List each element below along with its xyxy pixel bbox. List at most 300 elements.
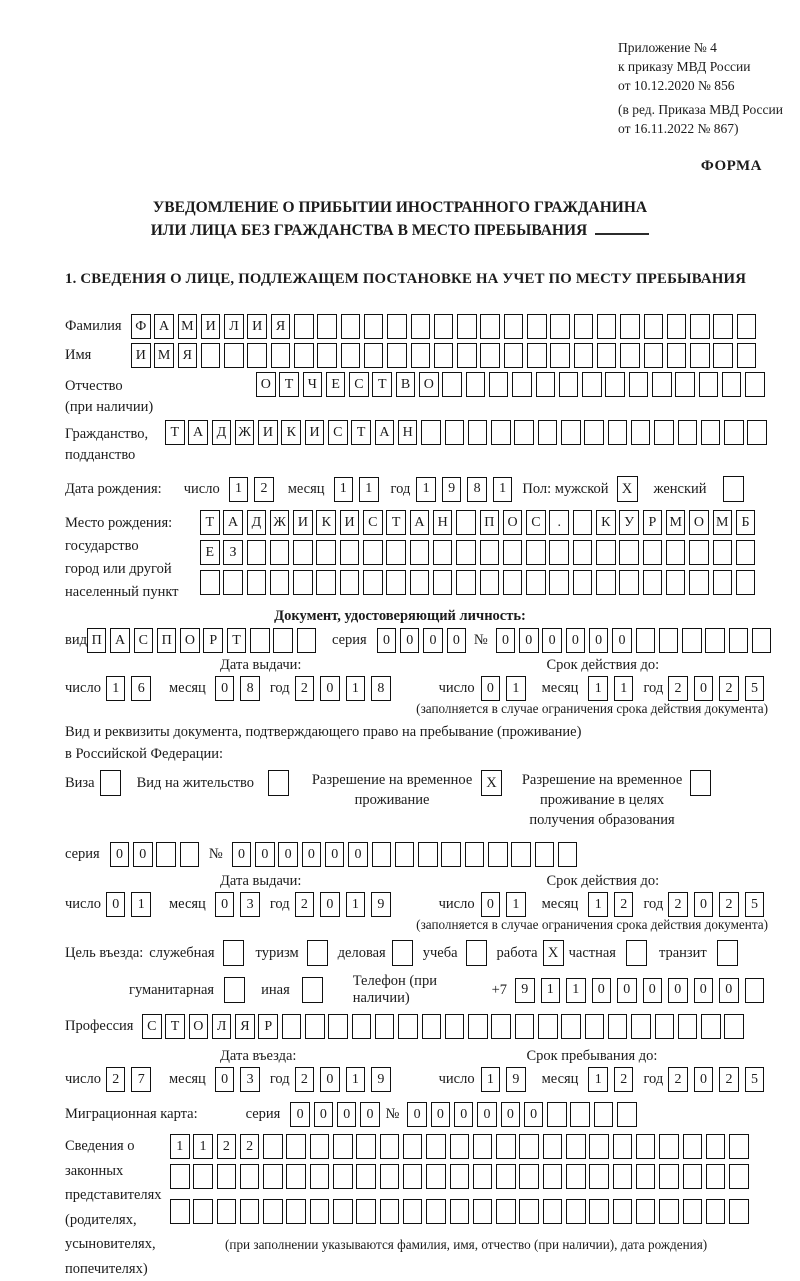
- char-cell[interactable]: [375, 1014, 395, 1039]
- char-cell[interactable]: [515, 1014, 535, 1039]
- char-cell[interactable]: 0: [668, 978, 688, 1003]
- purpose-work-checkbox[interactable]: X: [543, 940, 564, 966]
- char-cell[interactable]: 9: [515, 978, 535, 1003]
- char-cell[interactable]: [293, 570, 313, 595]
- char-cell[interactable]: [403, 1199, 423, 1224]
- char-cell[interactable]: 1: [346, 1067, 366, 1092]
- char-cell[interactable]: [426, 1199, 446, 1224]
- char-cell[interactable]: [643, 570, 663, 595]
- char-cell[interactable]: П: [87, 628, 107, 653]
- char-cell[interactable]: П: [480, 510, 500, 535]
- char-cell[interactable]: О: [503, 510, 523, 535]
- visa-checkbox[interactable]: [100, 770, 121, 796]
- char-cell[interactable]: В: [396, 372, 416, 397]
- char-cell[interactable]: [170, 1199, 190, 1224]
- char-cell[interactable]: [411, 343, 431, 368]
- char-cell[interactable]: 0: [423, 628, 443, 653]
- char-cell[interactable]: 2: [668, 892, 688, 917]
- char-cell[interactable]: Т: [351, 420, 371, 445]
- char-cell[interactable]: [217, 1199, 237, 1224]
- char-cell[interactable]: [224, 343, 244, 368]
- char-cell[interactable]: 3: [240, 1067, 260, 1092]
- char-cell[interactable]: 1: [588, 1067, 608, 1092]
- char-cell[interactable]: [597, 314, 617, 339]
- char-cell[interactable]: О: [689, 510, 709, 535]
- char-cell[interactable]: Л: [212, 1014, 232, 1039]
- char-cell[interactable]: [403, 1134, 423, 1159]
- char-cell[interactable]: [341, 343, 361, 368]
- char-cell[interactable]: [559, 372, 579, 397]
- char-cell[interactable]: [558, 842, 578, 867]
- char-cell[interactable]: [426, 1134, 446, 1159]
- char-cell[interactable]: [496, 1134, 516, 1159]
- char-cell[interactable]: [737, 314, 757, 339]
- char-cell[interactable]: [619, 570, 639, 595]
- char-cell[interactable]: И: [247, 314, 267, 339]
- char-cell[interactable]: [527, 314, 547, 339]
- char-cell[interactable]: Р: [643, 510, 663, 535]
- char-cell[interactable]: Я: [271, 314, 291, 339]
- char-cell[interactable]: 0: [325, 842, 345, 867]
- char-cell[interactable]: [620, 314, 640, 339]
- char-cell[interactable]: [683, 1134, 703, 1159]
- char-cell[interactable]: [310, 1134, 330, 1159]
- char-cell[interactable]: [636, 1134, 656, 1159]
- char-cell[interactable]: [480, 540, 500, 565]
- char-cell[interactable]: [549, 570, 569, 595]
- char-cell[interactable]: [193, 1164, 213, 1189]
- char-cell[interactable]: [217, 1164, 237, 1189]
- char-cell[interactable]: Т: [200, 510, 220, 535]
- char-cell[interactable]: [690, 314, 710, 339]
- char-cell[interactable]: [473, 1199, 493, 1224]
- char-cell[interactable]: [433, 570, 453, 595]
- char-cell[interactable]: 0: [407, 1102, 427, 1127]
- char-cell[interactable]: 2: [719, 892, 739, 917]
- char-cell[interactable]: [613, 1199, 633, 1224]
- char-cell[interactable]: [636, 1199, 656, 1224]
- char-cell[interactable]: [317, 314, 337, 339]
- purpose-humanitarian-checkbox[interactable]: [224, 977, 245, 1003]
- char-cell[interactable]: 2: [719, 676, 739, 701]
- char-cell[interactable]: З: [223, 540, 243, 565]
- char-cell[interactable]: Т: [227, 628, 247, 653]
- char-cell[interactable]: [433, 540, 453, 565]
- char-cell[interactable]: [411, 314, 431, 339]
- char-cell[interactable]: [683, 1164, 703, 1189]
- char-cell[interactable]: 0: [348, 842, 368, 867]
- char-cell[interactable]: [573, 540, 593, 565]
- char-cell[interactable]: А: [154, 314, 174, 339]
- char-cell[interactable]: [286, 1164, 306, 1189]
- char-cell[interactable]: К: [281, 420, 301, 445]
- char-cell[interactable]: 2: [614, 892, 634, 917]
- male-checkbox[interactable]: X: [617, 476, 638, 502]
- char-cell[interactable]: Д: [212, 420, 232, 445]
- purpose-private-checkbox[interactable]: [626, 940, 647, 966]
- char-cell[interactable]: [538, 420, 558, 445]
- char-cell[interactable]: 1: [170, 1134, 190, 1159]
- char-cell[interactable]: Н: [433, 510, 453, 535]
- char-cell[interactable]: [701, 1014, 721, 1039]
- char-cell[interactable]: [713, 570, 733, 595]
- char-cell[interactable]: [317, 343, 337, 368]
- char-cell[interactable]: 0: [320, 676, 340, 701]
- char-cell[interactable]: [636, 628, 656, 653]
- char-cell[interactable]: [659, 1164, 679, 1189]
- char-cell[interactable]: [706, 1164, 726, 1189]
- char-cell[interactable]: М: [666, 510, 686, 535]
- char-cell[interactable]: К: [596, 510, 616, 535]
- char-cell[interactable]: 1: [359, 477, 379, 502]
- purpose-other-checkbox[interactable]: [302, 977, 323, 1003]
- char-cell[interactable]: 0: [481, 892, 501, 917]
- char-cell[interactable]: [480, 343, 500, 368]
- char-cell[interactable]: Ч: [303, 372, 323, 397]
- char-cell[interactable]: 1: [493, 477, 513, 502]
- char-cell[interactable]: 0: [524, 1102, 544, 1127]
- char-cell[interactable]: [706, 1134, 726, 1159]
- char-cell[interactable]: 0: [519, 628, 539, 653]
- char-cell[interactable]: [519, 1164, 539, 1189]
- char-cell[interactable]: 1: [346, 892, 366, 917]
- char-cell[interactable]: [675, 372, 695, 397]
- char-cell[interactable]: 1: [481, 1067, 501, 1092]
- temp-residence-education-checkbox[interactable]: [690, 770, 711, 796]
- char-cell[interactable]: [270, 540, 290, 565]
- char-cell[interactable]: С: [134, 628, 154, 653]
- char-cell[interactable]: [380, 1199, 400, 1224]
- char-cell[interactable]: [536, 372, 556, 397]
- char-cell[interactable]: [636, 1164, 656, 1189]
- char-cell[interactable]: 0: [232, 842, 252, 867]
- char-cell[interactable]: [240, 1199, 260, 1224]
- char-cell[interactable]: Т: [372, 372, 392, 397]
- char-cell[interactable]: [386, 540, 406, 565]
- char-cell[interactable]: [678, 1014, 698, 1039]
- char-cell[interactable]: [608, 1014, 628, 1039]
- char-cell[interactable]: 1: [588, 892, 608, 917]
- char-cell[interactable]: 0: [290, 1102, 310, 1127]
- char-cell[interactable]: 8: [240, 676, 260, 701]
- char-cell[interactable]: [263, 1164, 283, 1189]
- char-cell[interactable]: [504, 343, 524, 368]
- char-cell[interactable]: [356, 1164, 376, 1189]
- char-cell[interactable]: [597, 343, 617, 368]
- char-cell[interactable]: [724, 420, 744, 445]
- char-cell[interactable]: [527, 343, 547, 368]
- char-cell[interactable]: Е: [200, 540, 220, 565]
- char-cell[interactable]: [340, 570, 360, 595]
- char-cell[interactable]: 2: [295, 676, 315, 701]
- char-cell[interactable]: А: [223, 510, 243, 535]
- char-cell[interactable]: [496, 1199, 516, 1224]
- char-cell[interactable]: 2: [295, 1067, 315, 1092]
- char-cell[interactable]: 0: [566, 628, 586, 653]
- char-cell[interactable]: Е: [326, 372, 346, 397]
- char-cell[interactable]: [442, 372, 462, 397]
- char-cell[interactable]: [240, 1164, 260, 1189]
- char-cell[interactable]: [380, 1134, 400, 1159]
- char-cell[interactable]: [683, 1199, 703, 1224]
- char-cell[interactable]: [364, 314, 384, 339]
- char-cell[interactable]: [561, 420, 581, 445]
- char-cell[interactable]: [247, 540, 267, 565]
- char-cell[interactable]: [605, 372, 625, 397]
- char-cell[interactable]: [594, 1102, 614, 1127]
- char-cell[interactable]: [328, 1014, 348, 1039]
- char-cell[interactable]: [561, 1014, 581, 1039]
- char-cell[interactable]: 1: [334, 477, 354, 502]
- char-cell[interactable]: [422, 1014, 442, 1039]
- char-cell[interactable]: [667, 314, 687, 339]
- char-cell[interactable]: [386, 570, 406, 595]
- char-cell[interactable]: [201, 343, 221, 368]
- char-cell[interactable]: 2: [668, 676, 688, 701]
- char-cell[interactable]: [456, 510, 476, 535]
- char-cell[interactable]: 0: [447, 628, 467, 653]
- char-cell[interactable]: [596, 540, 616, 565]
- char-cell[interactable]: С: [142, 1014, 162, 1039]
- char-cell[interactable]: [729, 1134, 749, 1159]
- char-cell[interactable]: [629, 372, 649, 397]
- char-cell[interactable]: 0: [643, 978, 663, 1003]
- char-cell[interactable]: 1: [541, 978, 561, 1003]
- char-cell[interactable]: 1: [614, 676, 634, 701]
- char-cell[interactable]: 0: [377, 628, 397, 653]
- char-cell[interactable]: 1: [588, 676, 608, 701]
- char-cell[interactable]: Т: [165, 420, 185, 445]
- char-cell[interactable]: 0: [431, 1102, 451, 1127]
- char-cell[interactable]: [297, 628, 317, 653]
- char-cell[interactable]: 2: [240, 1134, 260, 1159]
- char-cell[interactable]: 2: [295, 892, 315, 917]
- char-cell[interactable]: С: [363, 510, 383, 535]
- char-cell[interactable]: 2: [106, 1067, 126, 1092]
- char-cell[interactable]: О: [189, 1014, 209, 1039]
- char-cell[interactable]: Б: [736, 510, 756, 535]
- char-cell[interactable]: М: [154, 343, 174, 368]
- char-cell[interactable]: [666, 570, 686, 595]
- char-cell[interactable]: Л: [224, 314, 244, 339]
- char-cell[interactable]: [421, 420, 441, 445]
- char-cell[interactable]: .: [549, 510, 569, 535]
- char-cell[interactable]: [450, 1134, 470, 1159]
- char-cell[interactable]: [491, 1014, 511, 1039]
- char-cell[interactable]: [752, 628, 772, 653]
- char-cell[interactable]: [480, 570, 500, 595]
- char-cell[interactable]: 0: [477, 1102, 497, 1127]
- char-cell[interactable]: [273, 628, 293, 653]
- char-cell[interactable]: [456, 570, 476, 595]
- char-cell[interactable]: 0: [337, 1102, 357, 1127]
- char-cell[interactable]: 0: [617, 978, 637, 1003]
- char-cell[interactable]: [223, 570, 243, 595]
- char-cell[interactable]: А: [188, 420, 208, 445]
- char-cell[interactable]: Т: [165, 1014, 185, 1039]
- char-cell[interactable]: [566, 1164, 586, 1189]
- char-cell[interactable]: [729, 1164, 749, 1189]
- char-cell[interactable]: 0: [694, 892, 714, 917]
- char-cell[interactable]: 5: [745, 676, 765, 701]
- char-cell[interactable]: 9: [442, 477, 462, 502]
- char-cell[interactable]: [574, 343, 594, 368]
- char-cell[interactable]: 9: [371, 892, 391, 917]
- char-cell[interactable]: 0: [320, 892, 340, 917]
- char-cell[interactable]: 0: [400, 628, 420, 653]
- char-cell[interactable]: С: [328, 420, 348, 445]
- char-cell[interactable]: [364, 343, 384, 368]
- char-cell[interactable]: [682, 628, 702, 653]
- char-cell[interactable]: [699, 372, 719, 397]
- char-cell[interactable]: [666, 540, 686, 565]
- char-cell[interactable]: 0: [314, 1102, 334, 1127]
- char-cell[interactable]: 0: [592, 978, 612, 1003]
- char-cell[interactable]: 0: [719, 978, 739, 1003]
- purpose-business-checkbox[interactable]: [392, 940, 413, 966]
- char-cell[interactable]: Д: [247, 510, 267, 535]
- char-cell[interactable]: [316, 540, 336, 565]
- char-cell[interactable]: 0: [106, 892, 126, 917]
- char-cell[interactable]: [263, 1199, 283, 1224]
- char-cell[interactable]: [395, 842, 415, 867]
- char-cell[interactable]: [496, 1164, 516, 1189]
- char-cell[interactable]: А: [410, 510, 430, 535]
- char-cell[interactable]: [426, 1164, 446, 1189]
- char-cell[interactable]: М: [713, 510, 733, 535]
- char-cell[interactable]: [457, 343, 477, 368]
- char-cell[interactable]: О: [256, 372, 276, 397]
- char-cell[interactable]: [566, 1199, 586, 1224]
- char-cell[interactable]: [363, 540, 383, 565]
- char-cell[interactable]: [543, 1199, 563, 1224]
- char-cell[interactable]: Ж: [270, 510, 290, 535]
- char-cell[interactable]: 1: [416, 477, 436, 502]
- char-cell[interactable]: [655, 1014, 675, 1039]
- char-cell[interactable]: [667, 343, 687, 368]
- char-cell[interactable]: [488, 842, 508, 867]
- char-cell[interactable]: [457, 314, 477, 339]
- char-cell[interactable]: [465, 842, 485, 867]
- purpose-tourism-checkbox[interactable]: [307, 940, 328, 966]
- char-cell[interactable]: 1: [506, 892, 526, 917]
- char-cell[interactable]: [659, 1199, 679, 1224]
- char-cell[interactable]: [706, 1199, 726, 1224]
- char-cell[interactable]: 0: [215, 1067, 235, 1092]
- char-cell[interactable]: [549, 540, 569, 565]
- char-cell[interactable]: Ж: [235, 420, 255, 445]
- temp-residence-checkbox[interactable]: X: [481, 770, 502, 796]
- char-cell[interactable]: П: [157, 628, 177, 653]
- purpose-study-checkbox[interactable]: [466, 940, 487, 966]
- char-cell[interactable]: 0: [694, 1067, 714, 1092]
- female-checkbox[interactable]: [723, 476, 744, 502]
- char-cell[interactable]: 8: [371, 676, 391, 701]
- char-cell[interactable]: [543, 1164, 563, 1189]
- char-cell[interactable]: [514, 420, 534, 445]
- char-cell[interactable]: [473, 1134, 493, 1159]
- char-cell[interactable]: У: [619, 510, 639, 535]
- purpose-official-checkbox[interactable]: [223, 940, 244, 966]
- char-cell[interactable]: И: [201, 314, 221, 339]
- char-cell[interactable]: 0: [542, 628, 562, 653]
- char-cell[interactable]: [736, 570, 756, 595]
- char-cell[interactable]: 9: [371, 1067, 391, 1092]
- char-cell[interactable]: [180, 842, 200, 867]
- char-cell[interactable]: [456, 540, 476, 565]
- char-cell[interactable]: [574, 314, 594, 339]
- char-cell[interactable]: Р: [258, 1014, 278, 1039]
- char-cell[interactable]: [659, 1134, 679, 1159]
- char-cell[interactable]: 2: [217, 1134, 237, 1159]
- char-cell[interactable]: 0: [694, 676, 714, 701]
- char-cell[interactable]: [445, 420, 465, 445]
- char-cell[interactable]: [468, 420, 488, 445]
- char-cell[interactable]: [737, 343, 757, 368]
- char-cell[interactable]: [570, 1102, 590, 1127]
- char-cell[interactable]: 0: [612, 628, 632, 653]
- char-cell[interactable]: И: [293, 510, 313, 535]
- char-cell[interactable]: [333, 1164, 353, 1189]
- char-cell[interactable]: [293, 540, 313, 565]
- char-cell[interactable]: 0: [215, 676, 235, 701]
- char-cell[interactable]: [270, 570, 290, 595]
- char-cell[interactable]: С: [526, 510, 546, 535]
- char-cell[interactable]: [620, 343, 640, 368]
- char-cell[interactable]: 2: [668, 1067, 688, 1092]
- char-cell[interactable]: [363, 570, 383, 595]
- char-cell[interactable]: [543, 1134, 563, 1159]
- residence-permit-checkbox[interactable]: [268, 770, 289, 796]
- char-cell[interactable]: [250, 628, 270, 653]
- char-cell[interactable]: 0: [694, 978, 714, 1003]
- char-cell[interactable]: [263, 1134, 283, 1159]
- char-cell[interactable]: [503, 570, 523, 595]
- char-cell[interactable]: [701, 420, 721, 445]
- char-cell[interactable]: [724, 1014, 744, 1039]
- char-cell[interactable]: Я: [178, 343, 198, 368]
- char-cell[interactable]: [403, 1164, 423, 1189]
- char-cell[interactable]: 1: [193, 1134, 213, 1159]
- char-cell[interactable]: [247, 570, 267, 595]
- char-cell[interactable]: [526, 570, 546, 595]
- char-cell[interactable]: [341, 314, 361, 339]
- char-cell[interactable]: 0: [133, 842, 153, 867]
- char-cell[interactable]: [352, 1014, 372, 1039]
- char-cell[interactable]: 0: [360, 1102, 380, 1127]
- char-cell[interactable]: Я: [235, 1014, 255, 1039]
- char-cell[interactable]: [282, 1014, 302, 1039]
- char-cell[interactable]: [644, 343, 664, 368]
- char-cell[interactable]: [535, 842, 555, 867]
- char-cell[interactable]: [294, 314, 314, 339]
- char-cell[interactable]: [617, 1102, 637, 1127]
- char-cell[interactable]: [547, 1102, 567, 1127]
- char-cell[interactable]: 0: [501, 1102, 521, 1127]
- char-cell[interactable]: [434, 343, 454, 368]
- char-cell[interactable]: [690, 343, 710, 368]
- char-cell[interactable]: 6: [131, 676, 151, 701]
- char-cell[interactable]: 0: [454, 1102, 474, 1127]
- char-cell[interactable]: [410, 540, 430, 565]
- char-cell[interactable]: [340, 540, 360, 565]
- char-cell[interactable]: [582, 372, 602, 397]
- char-cell[interactable]: [450, 1199, 470, 1224]
- char-cell[interactable]: [356, 1134, 376, 1159]
- char-cell[interactable]: 1: [131, 892, 151, 917]
- char-cell[interactable]: [573, 510, 593, 535]
- char-cell[interactable]: [619, 540, 639, 565]
